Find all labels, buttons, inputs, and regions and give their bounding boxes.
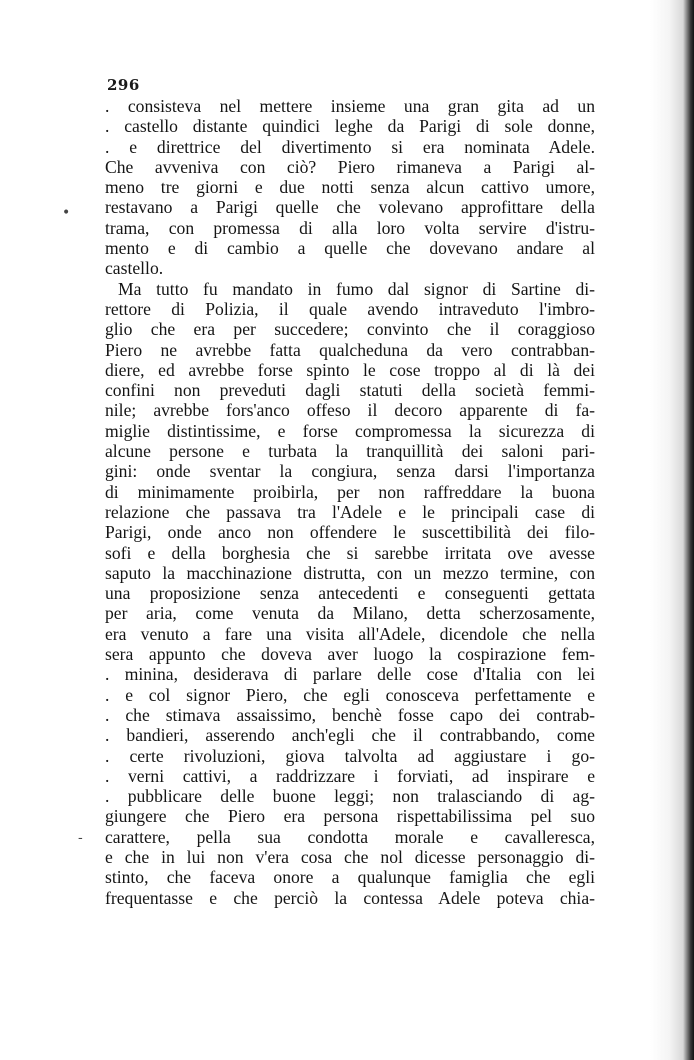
text-line: miglie distintissime, e forse compromessa la sicurezza di	[105, 420, 595, 441]
text-line: carattere, pella sua condotta morale e cavalleresca,	[105, 826, 595, 847]
text-line: una proposizione senza antecedenti e conseguenti gettata	[105, 583, 595, 604]
text-line: glio che era per succedere; convinto che il coraggioso	[105, 319, 595, 340]
text-line: diere, ed avrebbe forse spinto le cose troppo al di là dei	[105, 359, 595, 380]
margin-dash-mark: -	[78, 830, 83, 846]
margin-dot-mark: •	[62, 205, 71, 221]
text-line: era venuto a fare una visita all'Adele, dicendole che nella	[105, 623, 595, 644]
text-line: Che avveniva con ciò? Piero rimaneva a Parigi al-	[105, 156, 595, 177]
text-line: restavano a Parigi quelle che volevano approfittare della	[105, 197, 595, 218]
text-line: saputo la macchinazione distrutta, con un mezzo termine, con	[105, 562, 595, 583]
text-line: rettore di Polizia, il quale avendo intraveduto l'imbro-	[105, 298, 595, 319]
paragraph-start-line: Ma tutto fu mandato in fumo dal signor di Sartine di-	[118, 278, 595, 299]
text-line: . che stimava assaissimo, benchè fosse capo dei contrab-	[105, 704, 595, 725]
page-number: 296	[107, 76, 140, 94]
text-line: . consisteva nel mettere insieme una gran gita ad un	[105, 96, 595, 116]
text-line: frequentasse e che perciò la contessa Adele poteva chia-	[105, 887, 595, 908]
text-line: . minina, desiderava di parlare delle cose d'Italia con lei	[105, 664, 595, 685]
text-line: sofi e della borghesia che si sarebbe irritata ove avesse	[105, 542, 595, 563]
paragraph-end-line: castello.	[105, 258, 164, 279]
text-line: . verni cattivi, a raddrizzare i forviati, ad inspirare e	[105, 765, 595, 786]
text-line: . certe rivoluzioni, giova talvolta ad aggiustare i go-	[105, 745, 595, 766]
text-line: alcune persone e turbata la tranquillità dei saloni pari-	[105, 441, 595, 462]
text-line: di minimamente proibirla, per non raffreddare la buona	[105, 481, 595, 502]
page-edge-shadow	[650, 0, 694, 1060]
text-line: . pubblicare delle buone leggi; non tralasciando di ag-	[105, 786, 595, 807]
text-line: . bandieri, asserendo anch'egli che il contrabbando, come	[105, 725, 595, 746]
text-line: nile; avrebbe fors'anco offeso il decoro apparente di fa-	[105, 400, 595, 421]
text-line: trama, con promessa di alla loro volta servire d'istru-	[105, 217, 595, 238]
text-line: per aria, come venuta da Milano, detta scherzosamente,	[105, 603, 595, 624]
text-line: . e col signor Piero, che egli conosceva perfettamente e	[105, 684, 595, 705]
text-line: meno tre giorni e due notti senza alcun cattivo umore,	[105, 177, 595, 198]
text-line: mento e di cambio a quelle che dovevano andare al	[105, 238, 595, 259]
body-text	[105, 96, 595, 908]
text-line: confini non preveduti dagli statuti della società femmi-	[105, 380, 595, 401]
text-line: giungere che Piero era persona rispettabilissima pel suo	[105, 806, 595, 827]
text-line: relazione che passava tra l'Adele e le principali case di	[105, 501, 595, 522]
text-line: stinto, che faceva onore a qualunque famiglia che egli	[105, 867, 595, 888]
text-line: Parigi, onde anco non offendere le suscettibilità dei filo-	[105, 522, 595, 543]
text-line: . castello distante quindici leghe da Parigi di sole donne,	[105, 116, 595, 137]
text-line: . e direttrice del divertimento si era nominata Adele.	[105, 136, 595, 157]
text-line: Piero ne avrebbe fatta qualcheduna da vero contrabban-	[105, 339, 595, 360]
text-line: gini: onde sventar la congiura, senza darsi l'importanza	[105, 461, 595, 482]
text-line: sera appunto che doveva aver luogo la cospirazione fem-	[105, 644, 595, 665]
text-line: e che in lui non v'era cosa che nol dicesse personaggio di-	[105, 846, 595, 867]
